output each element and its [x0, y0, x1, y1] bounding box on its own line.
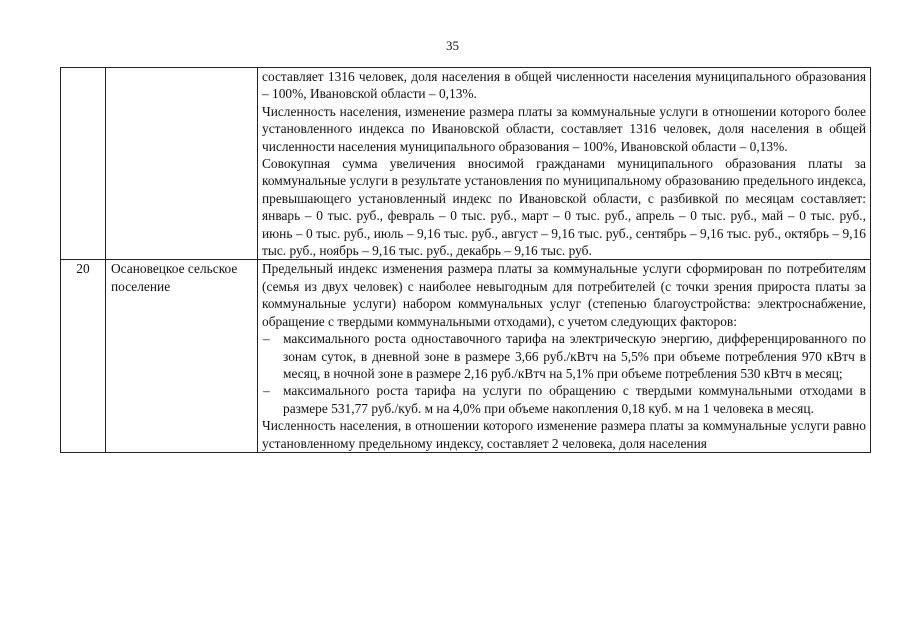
intro-paragraph: Предельный индекс изменения размера платы за коммунальные услуги сформирован по потребителям (семья из двух человек) с наиболее невыгодным для потребителей (с точки зрения прироста платы за коммунальные услуги) набором коммунальных услуг (степенью благоустройства: электроснабжение, обращение с твердыми коммунальными отходами), с учетом следующих факторов:	[262, 261, 866, 329]
paragraph: составляет 1316 человек, доля населения в общей численности населения муниципального образования – 100%, Ивановской области – 0,13%.	[262, 69, 866, 102]
description-cell	[258, 260, 871, 452]
row-number-cell	[61, 68, 106, 260]
dash-bullet-icon: –	[263, 331, 270, 347]
dash-bullet-icon: –	[263, 383, 270, 399]
row-number-cell: 20	[61, 260, 106, 452]
list-item	[262, 382, 866, 417]
municipality-name-cell: Осановецкое сельское поселение	[106, 260, 258, 452]
table-row	[61, 68, 871, 260]
paragraph: Численность населения, изменение размера платы за коммунальные услуги в отношении которого более установленного индекса по Ивановской области, составляет 1316 человек, доля населения в общей численности населения муниципального образования – 100%, Ивановской области – 0,13%.	[262, 103, 866, 154]
page-number: 35	[446, 38, 459, 53]
list-item-text: максимального роста одноставочного тарифа на электрическую энергию, дифференцированного по зонам суток, в дневной зоне в размере 3,66 руб./кВтч на 5,5% при объеме потребления 970 кВтч в месяц, в ночной зоне в размере 2,16 руб./кВтч на 5,1% при объеме потребления 530 кВтч в месяц;	[283, 331, 866, 381]
list-item	[262, 330, 866, 382]
outro-paragraph: Численность населения, в отношении которого изменение размера платы за коммунальные услуги равно установленному предельному индексу, составляет 2 человека, доля населения	[262, 418, 866, 451]
paragraph: Совокупная сумма увеличения вносимой гражданами муниципального образования платы за коммунальные услуги в результате установления по муниципальному образованию предельного индекса, превышающего установленный индекс по Ивановской области, с разбивкой по месяцам составляет: январь – 0 тыс. руб., февраль – 0 тыс. руб., март – 0 тыс. руб., апрель – 0 тыс. руб., май – 0 тыс. руб., июнь – 0 тыс. руб., июль – 9,16 тыс. руб., август – 9,16 тыс. руб., сентябрь – 9,16 тыс. руб., октябрь – 9,16 тыс. руб., ноябрь – 9,16 тыс. руб., декабрь – 9,16 тыс. руб.	[262, 156, 866, 259]
municipality-name-cell	[106, 68, 258, 260]
tariff-index-table	[60, 67, 871, 453]
table-row	[61, 260, 871, 452]
description-cell	[258, 68, 871, 260]
list-item-text: максимального роста тарифа на услуги по обращению с твердыми коммунальными отходами в размере 531,77 руб./куб. м на 4,0% при объеме накопления 0,18 куб. м на 1 человека в месяц.	[283, 383, 866, 416]
